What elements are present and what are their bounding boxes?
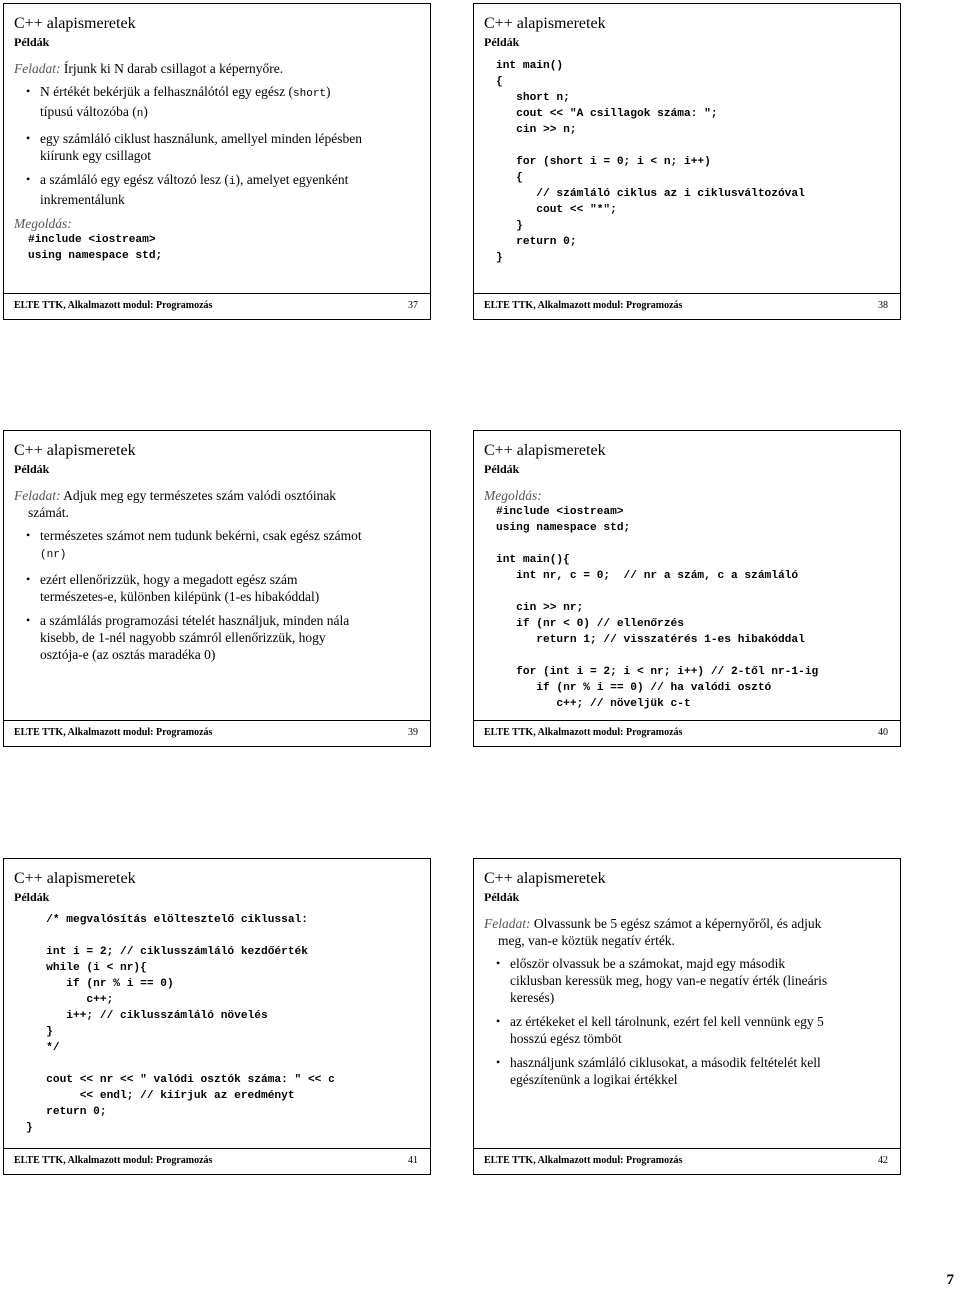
footer-text: ELTE TTK, Alkalmazott modul: Programozás <box>484 727 683 738</box>
slide-subtitle: Példák <box>484 35 520 49</box>
slide-footer <box>474 720 900 746</box>
slide-footer <box>4 720 430 746</box>
list-item: • egy számláló ciklust használunk, amellyel minden lépésben kiírunk egy csillagot <box>14 130 418 164</box>
code-block: /* megvalósítás elöltesztelő ciklussal: int i = 2; // ciklusszámláló kezdőérték while (i < nr){ if (nr % i == 0) c++; i++; // ciklusszámláló növelés } */ cout << nr << " valódi osztók száma: " << c << endl; // kiírjuk az eredményt return 0; } <box>26 914 335 1134</box>
slide-content <box>484 60 888 266</box>
slide-40 <box>473 430 901 747</box>
solution-label: Megoldás: <box>484 488 542 503</box>
bullet-list <box>14 527 418 663</box>
slide-title: C++ alapismeretek <box>484 870 606 887</box>
list-item: • a számlálás programozási tételét használjuk, minden nála kisebb, de 1-nél nagyobb számról ellenőrizzük, hogy osztója-e (az osztás maradéka 0) <box>14 612 418 663</box>
bullet-list <box>484 955 888 1088</box>
task-text-continued: számát. <box>28 505 69 520</box>
slide-39 <box>3 430 431 747</box>
slide-title: C++ alapismeretek <box>484 442 606 459</box>
slide-footer <box>4 1148 430 1174</box>
code-block: #include <iostream> using namespace std; int main(){ int nr, c = 0; // nr a szám, c a számláló cin >> nr; if (nr < 0) // ellenőrzés return 1; // visszatérés 1-es hibakóddal for (int i = 2; i < nr; i++) // 2-től nr-1-ig if (nr % i == 0) // ha valódi osztó c++; // növeljük c-t <box>496 506 819 710</box>
slide-footer <box>474 293 900 319</box>
slide-title: C++ alapismeretek <box>484 15 606 32</box>
slide-title: C++ alapismeretek <box>14 15 136 32</box>
slide-subtitle: Példák <box>484 462 520 476</box>
code-block: int main() { short n; cout << "A csillagok száma: "; cin >> n; for (short i = 0; i < n; i++) { // számláló ciklus az i ciklusváltozóval cout << "*"; } return 0; } <box>496 60 805 264</box>
list-item: • az értékeket el kell tárolnunk, ezért fel kell vennünk egy 5 hosszú egész tömböt <box>484 1013 888 1047</box>
slide-number: 39 <box>408 727 418 738</box>
page-number: 7 <box>946 1272 954 1288</box>
slide-41 <box>3 858 431 1175</box>
code-block: #include <iostream> using namespace std; <box>28 234 163 262</box>
list-item: • ezért ellenőrizzük, hogy a megadott egész szám természetes-e, különben kilépünk (1-es hibakóddal) <box>14 571 418 605</box>
slide-number: 41 <box>408 1155 418 1166</box>
slide-subtitle: Példák <box>14 35 50 49</box>
slide-subtitle: Példák <box>14 462 50 476</box>
task-text-continued: meg, van-e köztük negatív érték. <box>498 933 675 948</box>
footer-text: ELTE TTK, Alkalmazott modul: Programozás <box>14 727 213 738</box>
task-label: Feladat: <box>14 488 61 503</box>
slide-footer <box>474 1148 900 1174</box>
solution-label: Megoldás: <box>14 216 72 231</box>
task-text: Olvassunk be 5 egész számot a képernyőről, és adjuk <box>533 916 822 931</box>
list-item: • N értékét bekérjük a felhasználótól egy egész (short) típusú változóba (n) <box>14 83 418 123</box>
list-item: • használjunk számláló ciklusokat, a második feltételét kell egészítenünk a logikai értékkel <box>484 1054 888 1088</box>
slide-number: 37 <box>408 300 418 311</box>
slide-content <box>14 915 418 1136</box>
bullet-list <box>14 83 418 208</box>
list-item: • természetes számot nem tudunk bekérni, csak egész számot (nr) <box>14 527 418 564</box>
task-label: Feladat: <box>484 916 531 931</box>
task-label: Feladat: <box>14 61 61 76</box>
footer-text: ELTE TTK, Alkalmazott modul: Programozás <box>484 300 683 311</box>
slide-title: C++ alapismeretek <box>14 870 136 887</box>
task-text: Írjunk ki N darab csillagot a képernyőre. <box>63 61 284 76</box>
slide-number: 42 <box>878 1155 888 1166</box>
slide-42 <box>473 858 901 1175</box>
slide-number: 40 <box>878 727 888 738</box>
slide-subtitle: Példák <box>14 890 50 904</box>
list-item: • a számláló egy egész változó lesz (i), amelyet egyenként inkrementálunk <box>14 171 418 208</box>
task-line <box>14 487 418 504</box>
slide-subtitle: Példák <box>484 890 520 904</box>
footer-text: ELTE TTK, Alkalmazott modul: Programozás <box>484 1155 683 1166</box>
slide-number: 38 <box>878 300 888 311</box>
task-line <box>484 915 888 932</box>
slide-38 <box>473 3 901 320</box>
slide-footer <box>4 293 430 319</box>
list-item: • először olvassuk be a számokat, majd egy második ciklusban keressük meg, hogy van-e negatív érték (lineáris keresés) <box>484 955 888 1006</box>
slide-title: C++ alapismeretek <box>14 442 136 459</box>
task-text: Adjuk meg egy természetes szám valódi osztóinak <box>63 488 337 503</box>
slide-37 <box>3 3 431 320</box>
slide-content <box>14 487 418 670</box>
footer-text: ELTE TTK, Alkalmazott modul: Programozás <box>14 1155 213 1166</box>
slide-content <box>484 487 888 712</box>
task-line <box>14 60 418 77</box>
footer-text: ELTE TTK, Alkalmazott modul: Programozás <box>14 300 213 311</box>
slide-content <box>14 60 418 264</box>
slide-content <box>484 915 888 1095</box>
